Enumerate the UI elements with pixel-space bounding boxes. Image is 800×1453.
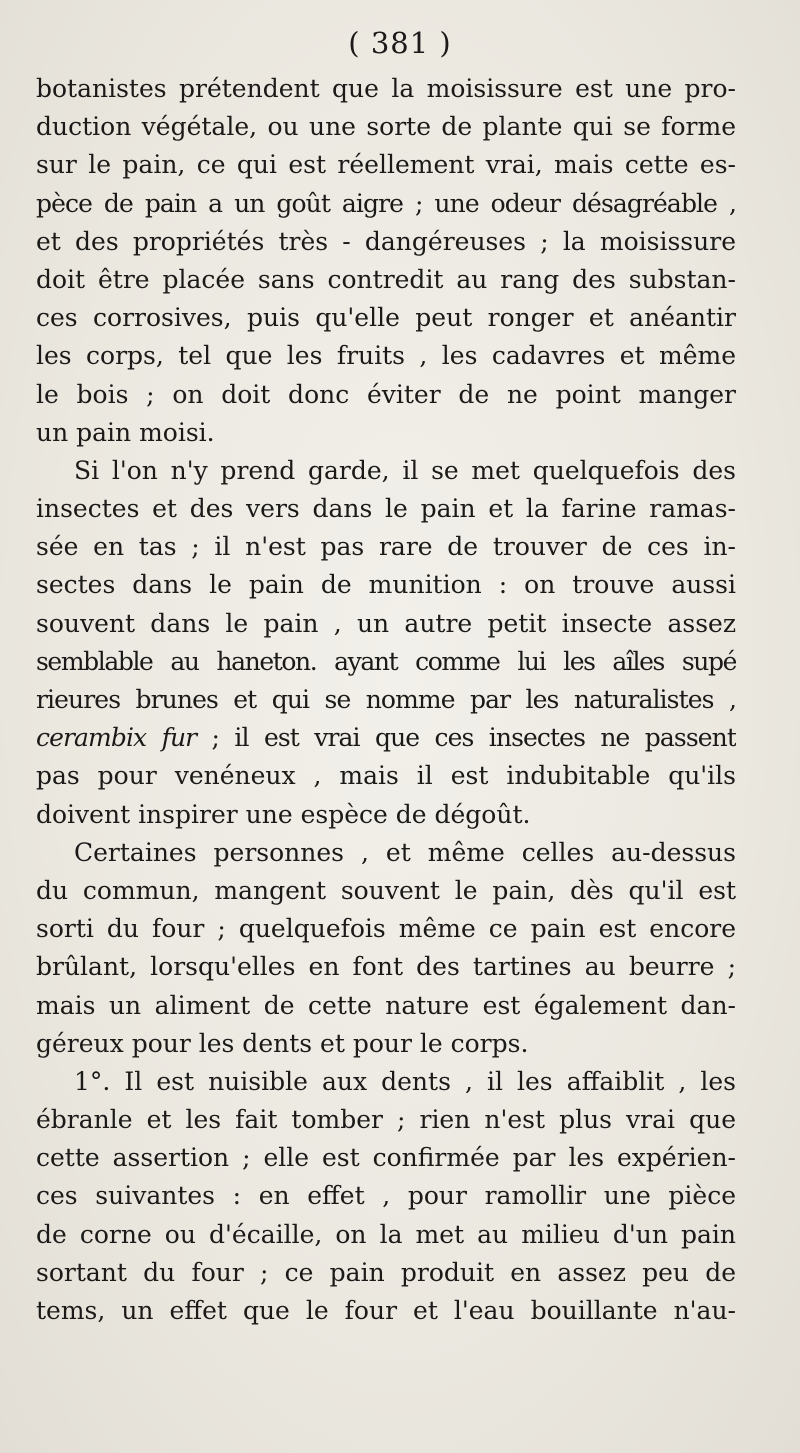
- paragraph-moisissure: [36, 70, 736, 452]
- text-line: les corps, tel que les fruits , les cadavres et même: [36, 341, 736, 371]
- text-line: sortant du four ; ce pain produit en assez peu de: [36, 1257, 736, 1287]
- text-line: ébranle et les fait tomber ; rien n'est plus vrai que: [36, 1105, 736, 1135]
- text-line: insectes et des vers dans le pain et la farine ramas-: [36, 494, 736, 524]
- text-line: du commun, mangent souvent le pain, dès qu'il est: [36, 875, 736, 905]
- text-line: le bois ; on doit donc éviter de ne point manger: [36, 379, 736, 409]
- text-line: botanistes prétendent que la moisissure est une pro-: [36, 74, 736, 103]
- text-line: sur le pain, ce qui est réellement vrai, mais cette es-: [36, 150, 736, 180]
- text-line: pèce de pain a un goût aigre ; une odeur désagréable ,: [36, 188, 736, 218]
- text-line: géreux pour les dents et pour le corps.: [36, 1028, 529, 1058]
- text-line: tems, un effet que le four et l'eau bouillante n'au-: [36, 1296, 736, 1325]
- text-line: ces suivantes : en effet , pour ramollir une pièce: [36, 1181, 736, 1211]
- page-number: ( 381 ): [348, 26, 452, 60]
- paragraph-insectes: [36, 452, 736, 834]
- text-line: semblable au haneton. ayant comme lui les aîles supé: [36, 646, 736, 676]
- text-line: cette assertion ; elle est confirmée par les expérien-: [36, 1143, 736, 1173]
- text-line: 1°. Il est nuisible aux dents , il les affaiblit , les: [74, 1066, 736, 1096]
- text-line: doit être placée sans contredit au rang des substan-: [36, 264, 736, 294]
- text-line: Certaines personnes , et même celles au-dessus: [74, 837, 736, 867]
- text-line: et des propriétés très - dangéreuses ; la moisissure: [36, 226, 736, 256]
- text-line: sectes dans le pain de munition : on trouve aussi: [36, 570, 736, 600]
- text-line: sorti du four ; quelquefois même ce pain est encore: [36, 914, 736, 944]
- text-line: mais un aliment de cette nature est également dan-: [36, 990, 736, 1020]
- text-line: un pain moisi.: [36, 417, 215, 447]
- text-line: Si l'on n'y prend garde, il se met quelquefois des: [74, 455, 736, 485]
- text-line: duction végétale, ou une sorte de plante qui se forme: [36, 112, 736, 142]
- paragraph-pain-chaud: [36, 834, 736, 1063]
- text-line: brûlant, lorsqu'elles en font des tartines au beurre ;: [36, 952, 736, 982]
- text-line: cerambix fur ; il est vrai que ces insectes ne passent: [36, 723, 736, 753]
- text-line: doivent inspirer une espèce de dégoût.: [36, 799, 531, 829]
- paragraph-dents: [36, 1063, 736, 1330]
- latin-name: cerambix fur: [36, 723, 197, 753]
- text-line: ces corrosives, puis qu'elle peut ronger et anéantir: [36, 303, 736, 333]
- text-line: rieures brunes et qui se nomme par les naturalistes ,: [36, 685, 736, 714]
- text-line: souvent dans le pain , un autre petit insecte assez: [36, 608, 736, 638]
- text-line: sée en tas ; il n'est pas rare de trouver de ces in-: [36, 532, 736, 562]
- body-text: [36, 70, 736, 1330]
- text-line: pas pour venéneux , mais il est indubitable qu'ils: [36, 761, 736, 791]
- text-line: de corne ou d'écaille, on la met au milieu d'un pain: [36, 1219, 736, 1249]
